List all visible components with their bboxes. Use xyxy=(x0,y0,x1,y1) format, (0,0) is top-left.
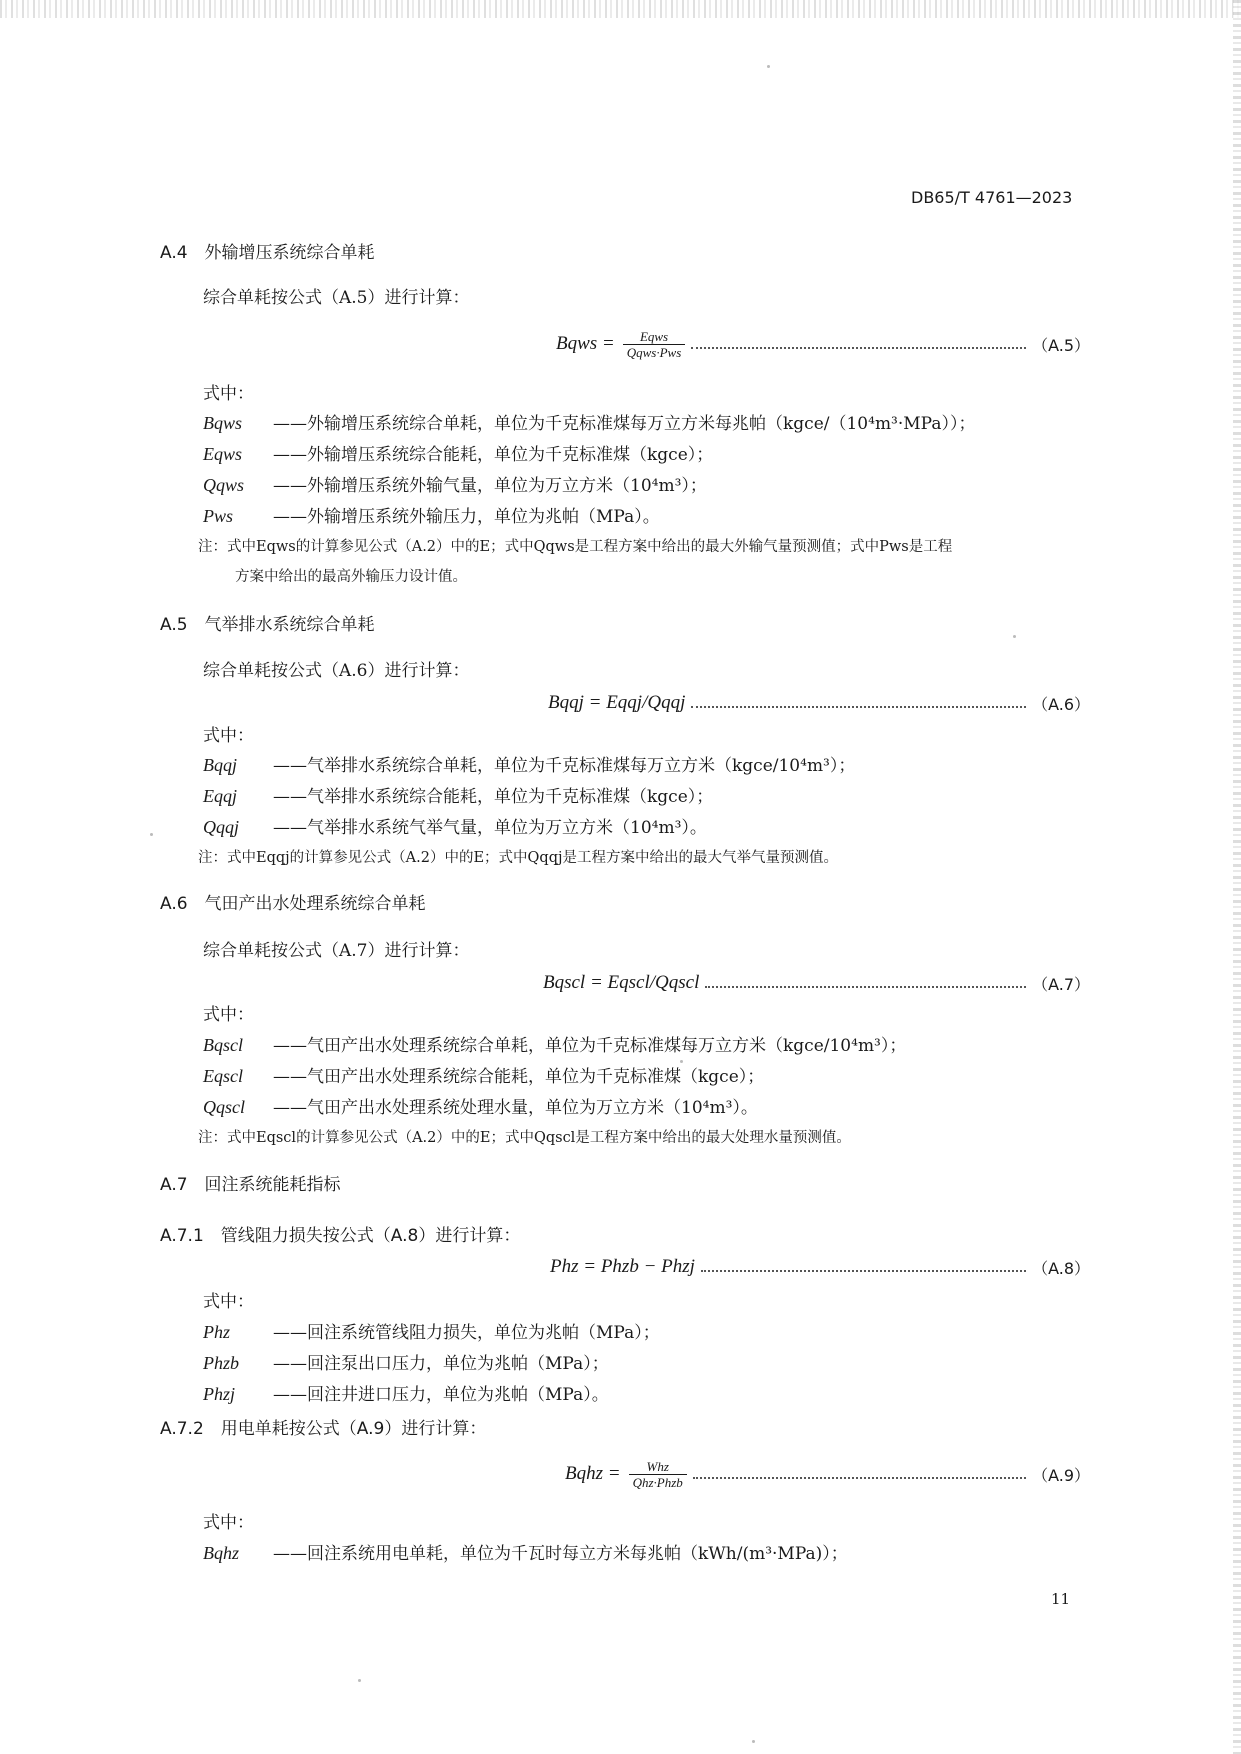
definition-symbol: Eqqj xyxy=(203,786,237,806)
definition-row xyxy=(203,1096,758,1119)
formula-a8-expression: Phz = Phzb − Phzj xyxy=(550,1256,695,1277)
section-a4-intro: 综合单耗按公式（A.5）进行计算： xyxy=(203,288,470,308)
section-a4-note-line1: 注：式中Eqws的计算参见公式（A.2）中的E；式中Qqws是工程方案中给出的最大外输气量预测值；式中Pws是工程 xyxy=(198,539,953,555)
definition-symbol: Bqscl xyxy=(203,1035,243,1055)
formula-a9 xyxy=(565,1452,1090,1496)
definition-text: ——气举排水系统综合单耗，单位为千克标准煤每万立方米（kgce/10⁴m³）； xyxy=(273,756,856,776)
scan-speck xyxy=(680,1060,683,1063)
definition-symbol: Qqws xyxy=(203,475,245,495)
scan-speck xyxy=(358,1679,361,1682)
section-a5-intro: 综合单耗按公式（A.6）进行计算： xyxy=(203,661,470,681)
definition-text: ——回注井进口压力，单位为兆帕（MPa）。 xyxy=(273,1385,609,1405)
leader-dots xyxy=(701,1270,1026,1272)
definition-row xyxy=(203,816,707,839)
definition-text: ——气田产出水处理系统处理水量，单位为万立方米（10⁴m³）。 xyxy=(273,1098,758,1118)
formula-a6-number: （A.6） xyxy=(1032,694,1090,714)
definition-row xyxy=(203,1542,848,1565)
definition-row xyxy=(203,785,713,808)
definition-row xyxy=(203,1352,609,1375)
definition-text: ——外输增压系统外输气量，单位为万立方米（10⁴m³）； xyxy=(273,476,707,496)
definition-row xyxy=(203,474,707,497)
section-a4-note-line2: 方案中给出的最高外输压力设计值。 xyxy=(235,569,467,585)
formula-a7 xyxy=(543,961,1090,1005)
scan-speck xyxy=(752,1740,755,1743)
definition-row xyxy=(203,1065,764,1088)
formula-a5-lhs: Bqws = xyxy=(556,333,615,354)
definition-text: ——外输增压系统综合能耗，单位为千克标准煤（kgce）； xyxy=(273,445,714,465)
definition-symbol: Eqscl xyxy=(203,1066,243,1086)
definition-text: ——回注泵出口压力，单位为兆帕（MPa）； xyxy=(273,1354,609,1374)
page-number: 11 xyxy=(1051,1590,1071,1608)
definition-text: ——外输增压系统外输压力，单位为兆帕（MPa）。 xyxy=(273,507,660,527)
definition-row xyxy=(203,1383,609,1406)
where-label: 式中： xyxy=(203,1005,254,1025)
formula-a9-number: （A.9） xyxy=(1032,1465,1090,1485)
section-a6-intro: 综合单耗按公式（A.7）进行计算： xyxy=(203,941,470,961)
section-a5-heading: A.5 气举排水系统综合单耗 xyxy=(160,615,375,635)
section-a5-note: 注：式中Eqqj的计算参见公式（A.2）中的E；式中Qqqj是工程方案中给出的最大气举气量预测值。 xyxy=(198,850,838,866)
definition-symbol: Bqhz xyxy=(203,1543,239,1563)
scan-right-edge xyxy=(1233,0,1241,1754)
formula-a9-numerator: Whz xyxy=(646,1458,669,1474)
formula-a9-fraction xyxy=(629,1459,687,1490)
definition-text: ——外输增压系统综合单耗，单位为千克标准煤每万立方米每兆帕（kgce/（10⁴m³·MPa））； xyxy=(273,414,976,434)
scan-speck xyxy=(1013,635,1016,638)
scan-speck xyxy=(150,833,153,836)
section-a7-heading: A.7 回注系统能耗指标 xyxy=(160,1175,341,1195)
scan-top-edge xyxy=(0,0,1241,18)
definition-text: ——气举排水系统气举气量，单位为万立方米（10⁴m³）。 xyxy=(273,818,707,838)
doc-code: DB65/T 4761—2023 xyxy=(911,188,1073,207)
definition-symbol: Eqws xyxy=(203,444,243,464)
definition-symbol: Qqqj xyxy=(203,817,239,837)
definition-symbol: Qqscl xyxy=(203,1097,245,1117)
section-a4-heading: A.4 外输增压系统综合单耗 xyxy=(160,243,375,263)
definition-symbol: Phzb xyxy=(203,1353,239,1373)
definition-symbol: Pws xyxy=(203,506,234,526)
definition-row xyxy=(203,443,713,466)
formula-a9-denominator: Qhz·Phzb xyxy=(629,1474,687,1490)
formula-a8-number: （A.8） xyxy=(1032,1258,1090,1278)
definition-text: ——气田产出水处理系统综合能耗，单位为千克标准煤（kgce）； xyxy=(273,1067,765,1087)
formula-a6 xyxy=(548,681,1090,725)
definition-symbol: Bqqj xyxy=(203,755,237,775)
definition-row xyxy=(203,754,855,777)
leader-dots xyxy=(691,347,1026,349)
definition-text: ——气田产出水处理系统综合单耗，单位为千克标准煤每万立方米（kgce/10⁴m³）； xyxy=(273,1036,907,1056)
definition-symbol: Phz xyxy=(203,1322,230,1342)
definition-row xyxy=(203,1321,660,1344)
where-label: 式中： xyxy=(203,384,254,404)
formula-a5-number: （A.5） xyxy=(1032,335,1090,355)
definition-text: ——回注系统用电单耗，单位为千瓦时每立方米每兆帕（kWh/(m³·MPa)）； xyxy=(273,1544,848,1564)
formula-a5-fraction xyxy=(623,329,686,360)
formula-a7-expression: Bqscl = Eqscl/Qqscl xyxy=(543,972,700,993)
formula-a6-expression: Bqqj = Eqqj/Qqqj xyxy=(548,692,686,713)
leader-dots xyxy=(691,706,1026,708)
definition-row xyxy=(203,1034,906,1057)
subsection-a72-heading: A.7.2 用电单耗按公式（A.9）进行计算： xyxy=(160,1419,487,1439)
definition-symbol: Phzj xyxy=(203,1384,236,1404)
definition-row xyxy=(203,505,660,528)
formula-a5-denominator: Qqws·Pws xyxy=(623,344,686,360)
formula-a7-number: （A.7） xyxy=(1032,974,1090,994)
scan-speck xyxy=(767,65,770,68)
definition-symbol: Bqws xyxy=(203,413,243,433)
section-a6-note: 注：式中Eqscl的计算参见公式（A.2）中的E；式中Qqscl是工程方案中给出的最大处理水量预测值。 xyxy=(198,1130,851,1146)
where-label: 式中： xyxy=(203,726,254,746)
where-label: 式中： xyxy=(203,1292,254,1312)
definition-text: ——回注系统管线阻力损失，单位为兆帕（MPa）； xyxy=(273,1323,660,1343)
definition-text: ——气举排水系统综合能耗，单位为千克标准煤（kgce）； xyxy=(273,787,714,807)
where-label: 式中： xyxy=(203,1513,254,1533)
formula-a8 xyxy=(550,1245,1090,1289)
formula-a5 xyxy=(556,322,1090,366)
subsection-a71-heading: A.7.1 管线阻力损失按公式（A.8）进行计算： xyxy=(160,1226,521,1246)
formula-a9-lhs: Bqhz = xyxy=(565,1463,621,1484)
section-a6-heading: A.6 气田产出水处理系统综合单耗 xyxy=(160,894,426,914)
formula-a5-numerator: Eqws xyxy=(639,328,669,344)
leader-dots xyxy=(705,986,1026,988)
leader-dots xyxy=(693,1477,1026,1479)
definition-row xyxy=(203,412,976,435)
